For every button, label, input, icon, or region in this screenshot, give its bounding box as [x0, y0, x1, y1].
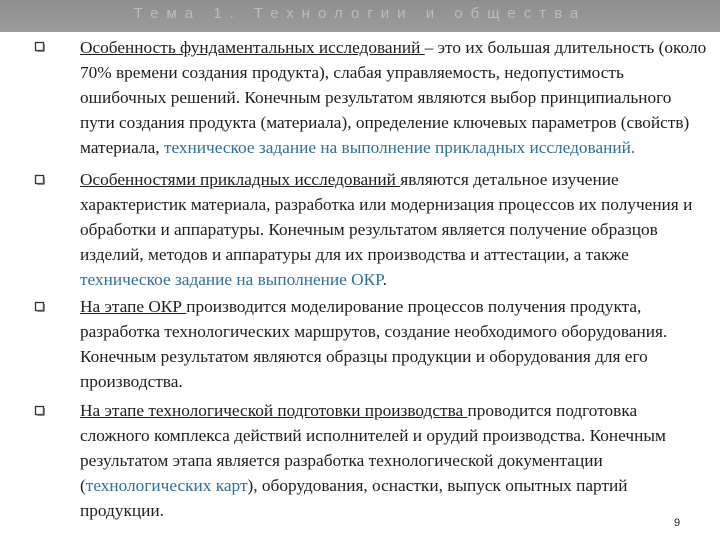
- paragraph-fundamental-research: [80, 35, 720, 160]
- paragraph-tech-preparation: [80, 398, 720, 523]
- paragraph-highlight: технологических карт: [85, 476, 248, 495]
- page-number: 9: [674, 517, 681, 529]
- paragraph-heading: Особенность фундаментальных исследований: [80, 38, 425, 57]
- paragraph-body: производится моделирование процессов получения продукта, разработка технологических маршрутов, создание необходимого оборудования. Конечным результатом являются образцы продукции и оборудования для его производства.: [80, 297, 668, 391]
- paragraph-heading: На этапе технологической подготовки производства: [80, 401, 468, 420]
- paragraph-heading: Особенностями прикладных исследований: [80, 170, 401, 189]
- paragraph-heading: На этапе ОКР: [80, 297, 187, 316]
- slide-header: [0, 0, 720, 32]
- paragraph-applied-research: [80, 167, 720, 292]
- paragraph-highlight: техническое задание на выполнение ОКР: [80, 270, 383, 289]
- paragraph-tail: ), оборудования, оснастки, выпуск опытных партий продукции.: [80, 476, 628, 520]
- paragraph-body: являются детальное изучение характеристик материала, разработка или модернизация процессов их получения и обработки и аппаратуры. Конечным результатом является получение образцов изделий, методов и аппаратуры для их производства и аттестации, а также: [80, 170, 693, 264]
- slide-title: Тема 1. Технологии и общества: [133, 5, 587, 22]
- paragraph-okr-stage: [80, 294, 720, 394]
- paragraph-highlight: техническое задание на выполнение прикладных исследований.: [163, 138, 636, 157]
- paragraph-tail: .: [382, 270, 387, 289]
- hollow-square-bullet-icon: [34, 301, 46, 313]
- paragraph-body: проводится подготовка сложного комплекса действий исполнителей и орудий производства. Конечным результатом этапа является разработка технологической документации (: [80, 401, 666, 495]
- paragraph-body: – это их большая длительность (около 70% времени создания продукта), слабая управляемость, недопустимость ошибочных решений. Конечным результатом являются выбор принципиального пути создания продукта (материала), определение ключевых параметров (свойств) материала,: [80, 38, 707, 157]
- hollow-square-bullet-icon: [34, 41, 46, 53]
- hollow-square-bullet-icon: [34, 174, 46, 186]
- hollow-square-bullet-icon: [34, 405, 46, 417]
